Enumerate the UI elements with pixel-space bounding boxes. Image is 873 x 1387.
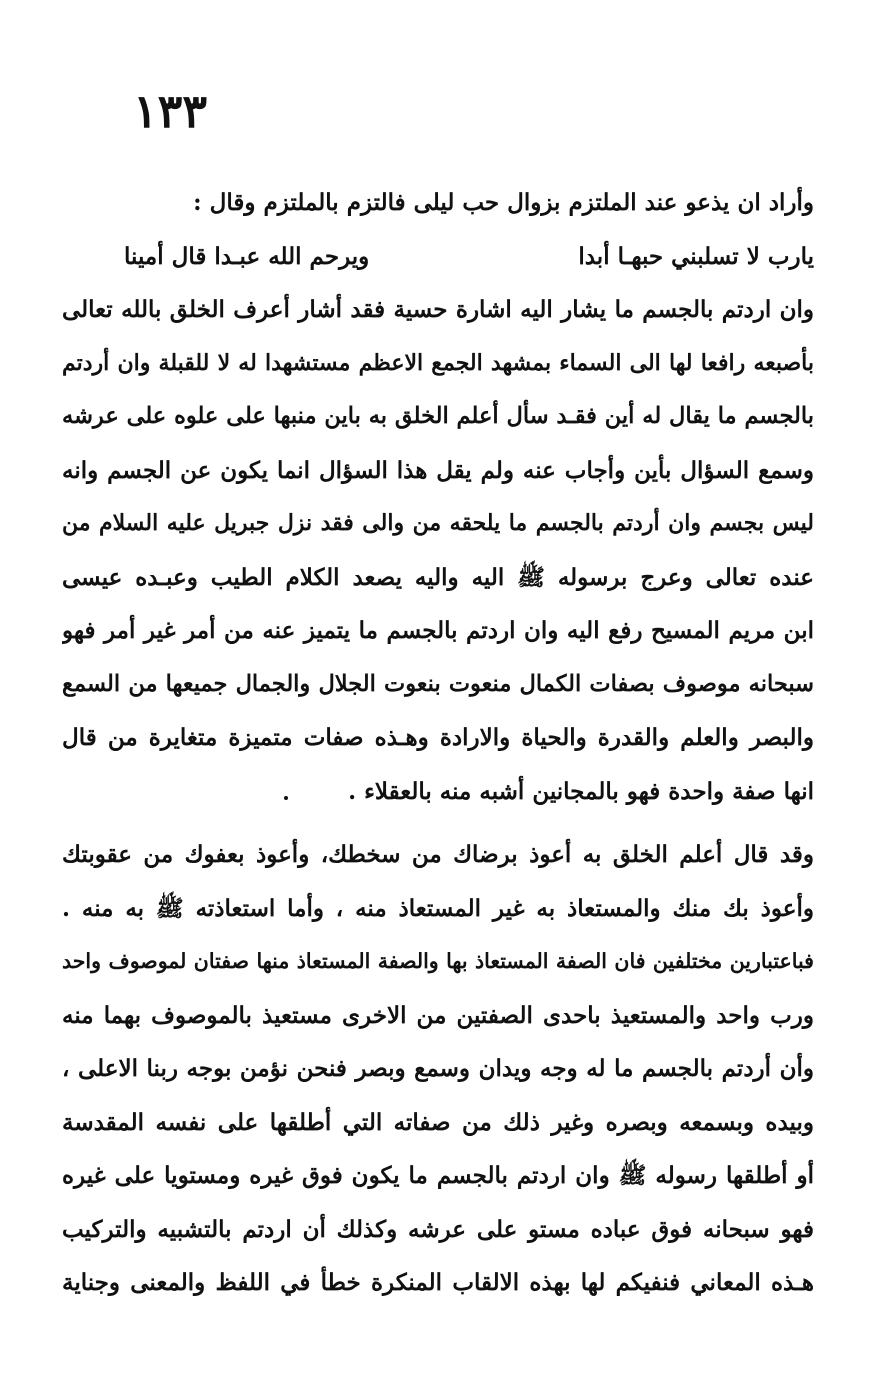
text-line: سبحانه موصوف بصفات الكمال منعوت بنعوت الجلال والجمال جميعها من السمع (62, 670, 814, 697)
text-line: وأراد ان يذعو عند الملتزم بزوال حب ليلى فالتزم بالملتزم وقال : (193, 189, 814, 216)
text-line: وان اردتم بالجسم ما يشار اليه اشارة حسية فقد أشار أعرف الخلق بالله تعالى (62, 296, 814, 323)
text-line: وأعوذ بك منك والمستعاذ به غير المستعاذ منه ، وأما استعاذته ﷺ به منه . (62, 894, 814, 922)
text-line: فهو سبحانه فوق عباده مستو على عرشه وكذلك أن اردتم بالتشبيه والتركيب (62, 1215, 814, 1243)
text-line: هـذه المعاني فنفيكم لها بهذه الالقاب المنكرة خطأ في اللفظ والمعنى وجناية (62, 1269, 814, 1296)
text-line: وبيده وبسمعه وبصره وغير ذلك من صفاته التي أطلقها على نفسه المقدسة (62, 1108, 814, 1136)
text-line: وسمع السؤال بأين وأجاب عنه ولم يقل هذا السؤال انما يكون عن الجسم وانه (62, 456, 814, 484)
verse-line (62, 230, 814, 284)
text-line: عنده تعالى وعرج برسوله ﷺ اليه واليه يصعد الكلام الطيب وعبـده عيسى (62, 563, 814, 591)
text-line: بالجسم ما يقال له أين فقـد سأل أعلم الخلق به باين منبها على علوه على عرشه (62, 403, 814, 429)
text-line: ابن مريم المسيح رفع اليه وان اردتم بالجسم ما يتميز عنه من أمر غير أمر فهو (62, 617, 814, 644)
paragraph-gap (62, 818, 814, 828)
text-line: وأن أردتم بالجسم ما له وجه ويدان وسمع وبصر فنحن نؤمن بوجه ربنا الاعلى ، (62, 1055, 814, 1082)
text-line: ليس بجسم وان أردتم بالجسم ما يلحقه من والى فقد نزل جبريل عليه السلام من (62, 510, 814, 536)
text-line: فباعتبارين مختلفين فان الصفة المستعاذ بها والصفة المستعاذ منها صفتان لموصوف واحد (62, 949, 814, 973)
text-line: بأصبعه رافعا لها الى السماء بمشهد الجمع الاعظم مستشهدا له لا للقبلة وان أردتم (62, 349, 814, 376)
text-line: ورب واحد والمستعيذ باحدى الصفتين من الاخرى مستعيذ بالموصوف بهما منه (62, 1001, 814, 1029)
verse-hemistich-left: ويرحم الله عبـدا قال أمينا (124, 242, 370, 270)
verse-hemistich-right: يارب لا تسلبني حبهـا أبدا (578, 242, 814, 270)
text-line: والبصر والعلم والقدرة والحياة والارادة وهـذه صفات متميزة متغايرة من قال (62, 724, 814, 751)
ink-speck (284, 796, 288, 800)
body-text (62, 176, 814, 1310)
text-line: انها صفة واحدة فهو بالمجانين أشبه منه بالعقلاء . (348, 777, 814, 805)
text-line: وقد قال أعلم الخلق به أعوذ برضاك من سخطك، وأعوذ بعفوك من عقوبتك (62, 841, 814, 868)
text-line: أو أطلقها رسوله ﷺ وان اردتم بالجسم ما يكون فوق غيره ومستويا على غيره (62, 1162, 814, 1189)
page-number: ١٣٣ (132, 84, 208, 138)
